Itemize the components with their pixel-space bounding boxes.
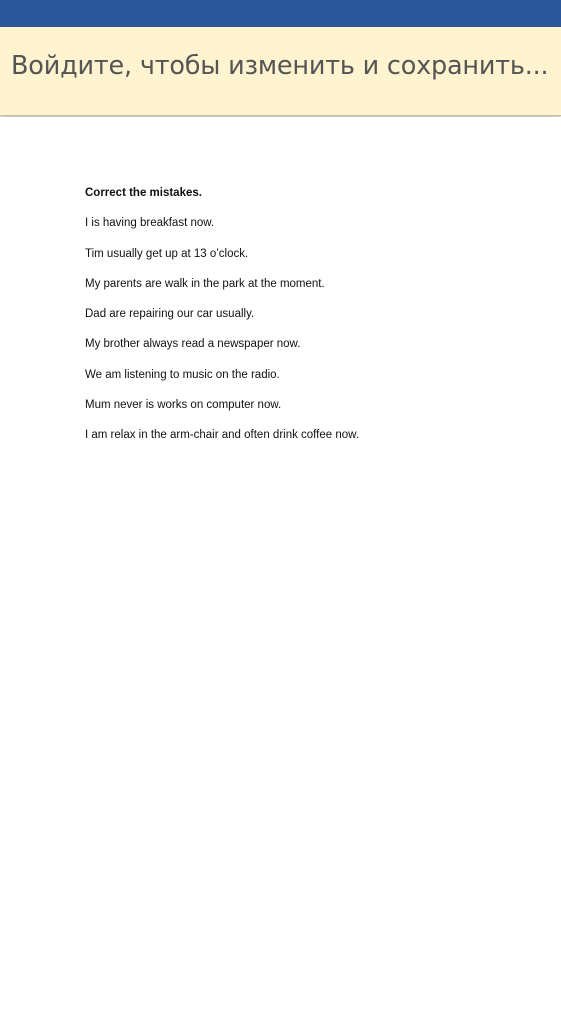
document-line: Tim usually get up at 13 o’clock. [85, 247, 249, 260]
document-line: Dad are repairing our car usually. [85, 308, 255, 321]
app-title-bar [0, 0, 561, 27]
document-heading: Correct the mistakes. [85, 187, 202, 199]
document-body [85, 185, 525, 458]
document-page[interactable] [0, 117, 561, 1024]
document-line: Mum never is works on computer now. [85, 399, 282, 412]
sign-in-prompt[interactable]: Войдите, чтобы изменить и сохранить... [11, 51, 549, 81]
document-line: We am listening to music on the radio. [85, 368, 280, 381]
document-line: My parents are walk in the park at the moment. [85, 277, 325, 290]
document-line: I am relax in the arm-chair and often drink coffee now. [85, 429, 360, 442]
sign-in-banner[interactable] [0, 27, 561, 116]
document-line: I is having breakfast now. [85, 217, 215, 230]
document-line: My brother always read a newspaper now. [85, 338, 301, 351]
